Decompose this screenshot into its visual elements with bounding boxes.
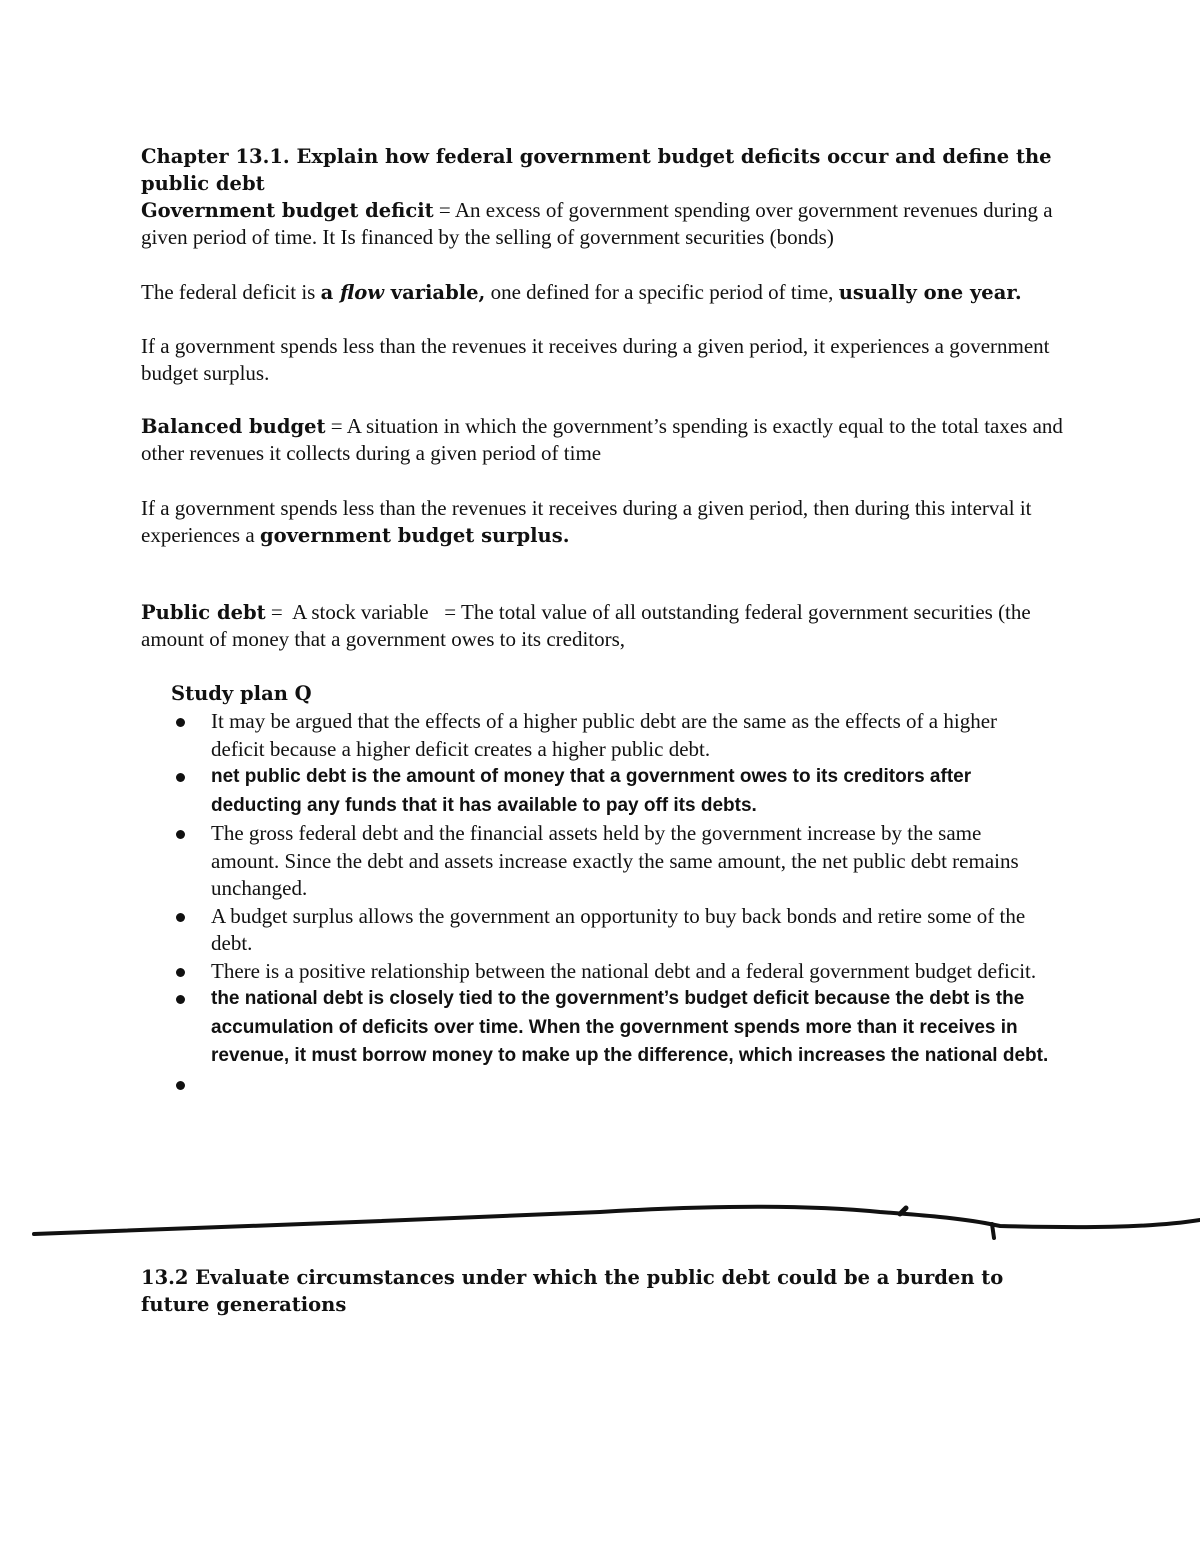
bullet-icon [176, 913, 185, 922]
list-item: A budget surplus allows the government an opportunity to buy back bonds and retire some of the debt. [171, 903, 1051, 958]
balanced-budget-definition [141, 413, 1071, 467]
flow-variable-text: variable, [384, 281, 486, 304]
public-debt-text: = A stock variable = The total value of all outstanding federal government securities (the amount of money that a government owes to its creditors, [141, 600, 1036, 651]
list-item: The gross federal debt and the financial assets held by the government increase by the same amount. Since the debt and assets increase exactly the same amount, the net public debt remains unchanged. [171, 820, 1051, 903]
bullet-icon [176, 1081, 185, 1090]
hand-drawn-divider [0, 1190, 1200, 1250]
surplus-paragraph-2 [141, 495, 1071, 549]
bullet-icon [176, 718, 185, 727]
list-item: There is a positive relationship between the national debt and a federal government budget deficit. [171, 958, 1051, 986]
balanced-budget-text: = A situation in which the government’s spending is exactly equal to the total taxes and other revenues it collects during a given period of time [141, 414, 1063, 465]
surplus2-text: If a government spends less than the revenues it receives during a given period, then during this interval it experiences a [141, 496, 1032, 547]
public-debt-definition [141, 599, 1071, 653]
flow-word: flow [340, 281, 384, 304]
list-item: net public debt is the amount of money that a government owes to its creditors after deducting any funds that it has available to pay off its debts. [171, 763, 1051, 820]
list-item: It may be argued that the effects of a higher public debt are the same as the effects of a higher deficit because a higher deficit creates a higher public debt. [171, 708, 1051, 763]
flow-variable-paragraph [141, 279, 1071, 306]
chapter-heading: Chapter 13.1. Explain how federal government budget deficits occur and define the public debt [141, 145, 1052, 195]
flow-intro-text: The federal deficit is [141, 280, 321, 304]
deficit-definition-text: = An excess of government spending over government revenues during a given period of time. It Is financed by the selling of government securities (bonds) [141, 198, 1053, 249]
list-item: the national debt is closely tied to the government’s budget deficit because the debt is the accumulation of deficits over time. When the government spends more than it receives in revenue, it must borrow money to make up the difference, which increases the national debt. [171, 985, 1051, 1071]
surplus-paragraph: If a government spends less than the revenues it receives during a given period, it experiences a government budget surplus. [141, 334, 1050, 385]
bullet-icon [176, 995, 185, 1004]
deficit-definition [141, 197, 1071, 251]
balanced-budget-term: Balanced budget [141, 415, 326, 438]
study-plan-title: Study plan Q [171, 682, 312, 705]
study-plan-list [171, 708, 1051, 1099]
public-debt-term: Public debt [141, 601, 266, 624]
flow-mid-text: one defined for a specific period of time, [485, 280, 839, 304]
surplus2-bold-text: government budget surplus. [259, 524, 570, 547]
flow-period-text: usually one year. [838, 281, 1022, 304]
bullet-icon [176, 968, 185, 977]
bullet-icon [176, 773, 185, 782]
section-heading-13-2: 13.2 Evaluate circumstances under which the public debt could be a burden to future generations [141, 1266, 1004, 1316]
bullet-icon [176, 830, 185, 839]
flow-a-text: a [320, 281, 341, 304]
list-item-empty [171, 1071, 1051, 1099]
deficit-term: Government budget deficit [141, 199, 434, 222]
